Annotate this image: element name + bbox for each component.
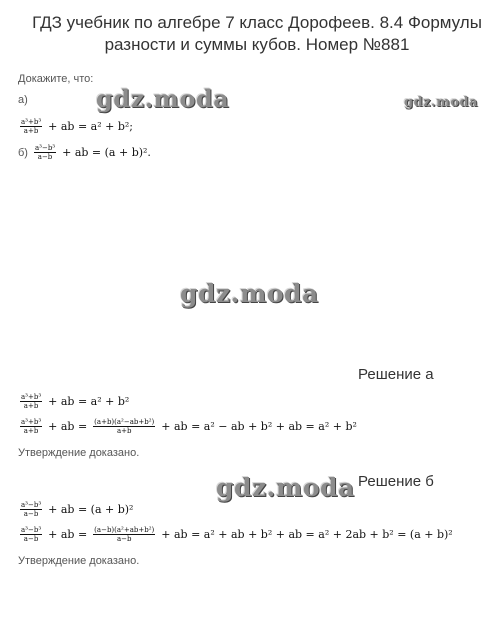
fraction <box>20 526 42 543</box>
watermark-logo: gdz.moda <box>216 473 355 502</box>
task-a-equation <box>18 118 133 135</box>
numerator: a³−b³ <box>34 144 56 152</box>
numerator: (a+b)(a²−ab+b²) <box>94 418 155 426</box>
numerator: a³−b³ <box>21 526 42 534</box>
equation-rest: + ab = a² − ab + b² + ab = a² + b² <box>161 420 357 433</box>
fraction <box>20 418 42 435</box>
denominator: a+b <box>23 402 39 410</box>
equation-rest: + ab = (a + b)² <box>48 503 134 516</box>
solution-a-line-2 <box>18 418 357 435</box>
denominator: a+b <box>23 427 39 435</box>
task-label-b: б) <box>18 146 28 159</box>
equation-mid: + ab = <box>48 420 88 433</box>
numerator: a³−b³ <box>21 501 42 509</box>
solution-a-line-1 <box>18 393 129 410</box>
fraction <box>93 526 155 543</box>
task-b-equation <box>18 144 151 161</box>
fraction <box>20 393 42 410</box>
numerator: a³+b³ <box>21 393 42 401</box>
denominator: a−b <box>116 535 132 543</box>
denominator: a+b <box>23 127 39 135</box>
watermark-logo: gdz.moda <box>180 279 319 308</box>
solution-b-line-2 <box>18 526 453 543</box>
solution-b-line-1 <box>18 501 133 518</box>
equation-rest: + ab = a² + b²; <box>48 120 133 133</box>
solution-a-heading: Решение а <box>358 366 434 383</box>
fraction <box>93 418 155 435</box>
numerator: a³+b³ <box>21 118 42 126</box>
solution-a-conclusion: Утверждение доказано. <box>18 447 140 459</box>
watermark-logo: gdz.moda <box>96 84 230 113</box>
solution-b-heading: Решение б <box>358 473 434 490</box>
task-label-a: а) <box>18 94 28 106</box>
fraction <box>34 144 56 161</box>
fraction <box>20 118 42 135</box>
numerator: (a−b)(a²+ab+b²) <box>94 526 155 534</box>
denominator: a+b <box>116 427 132 435</box>
denominator: a−b <box>23 510 39 518</box>
task-prompt: Докажите, что: <box>18 73 94 85</box>
watermark-logo: gdz.moda <box>404 95 479 110</box>
fraction <box>20 501 42 518</box>
equation-rest: + ab = (a + b)². <box>62 146 151 159</box>
equation-rest: + ab = a² + b² <box>48 395 130 408</box>
denominator: a−b <box>23 535 39 543</box>
numerator: a³+b³ <box>21 418 42 426</box>
denominator: a−b <box>37 153 53 161</box>
equation-mid: + ab = <box>48 528 88 541</box>
equation-rest: + ab = a² + ab + b² + ab = a² + 2ab + b² = (a + b)² <box>161 528 453 541</box>
solution-b-conclusion: Утверждение доказано. <box>18 555 140 567</box>
page-title: ГДЗ учебник по алгебре 7 класс Дорофеев. 8.4 Формулы разности и суммы кубов. Номер №881 <box>32 13 482 54</box>
